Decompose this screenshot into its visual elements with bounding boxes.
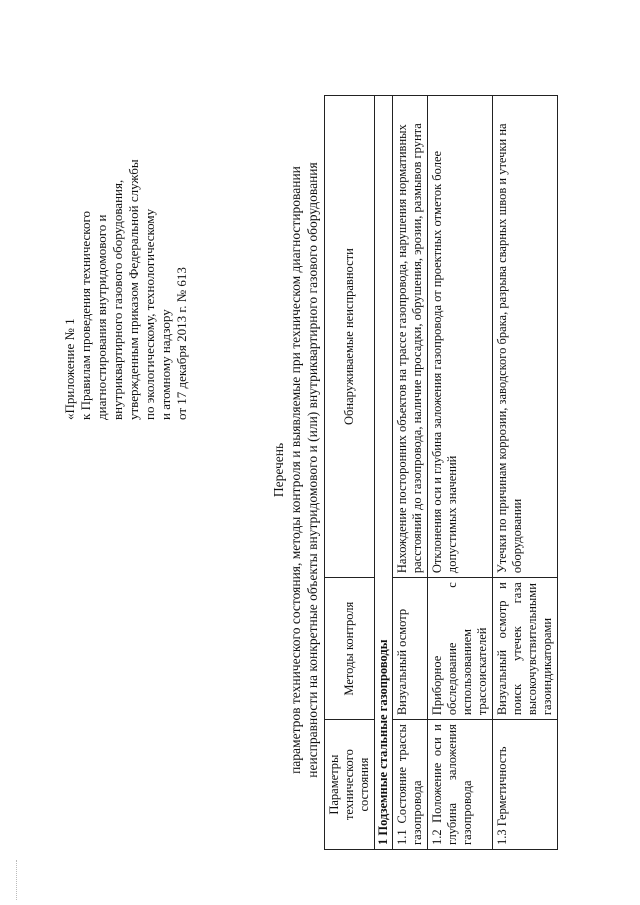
table-row: [393, 96, 428, 850]
appendix-line: диагностирования внутридомового и: [94, 214, 109, 420]
row-fault: Нахождение посторонних объектов на трассе газопровода, нарушения нормативных расстояний до газопровода, наличие просадки, обрушения, эрозии, размывов грунта: [393, 96, 428, 578]
document-title: [270, 80, 321, 860]
table-row: [493, 96, 558, 850]
appendix-line: «Приложение № 1: [62, 318, 77, 420]
appendix-line: и атомному надзору: [158, 309, 173, 420]
header-faults: Обнаруживаемые неисправности: [325, 96, 375, 578]
row-fault: Утечки по причинам коррозии, заводского брака, разрыва сварных швов и утечки на оборудовании: [493, 96, 558, 578]
parameters-table: [324, 95, 558, 850]
row-method: Приборное обследование с использованием трассоискателей: [428, 578, 493, 720]
title-line-2: неисправности на конкретные объекты внутридомового и (или) внутриквартирного газового оборудования: [305, 162, 320, 778]
appendix-line: внутриквартирного газового оборудования,: [110, 179, 125, 420]
header-methods: Методы контроля: [325, 578, 375, 720]
row-param: 1.1 Состояние трассы газопровода: [393, 720, 428, 850]
header-parameters: Параметры технического состояния: [325, 720, 375, 850]
row-method: Визуальный осмотр и поиск утечек газа высокочувствительными газоиндикаторами: [493, 578, 558, 720]
table-header-row: [325, 96, 375, 850]
row-fault: Отклонения оси и глубина заложения газопровода от проектных отметок более допустимых значений: [428, 96, 493, 578]
row-param: 1.2 Положение оси и глубина заложения газопровода: [428, 720, 493, 850]
table-row: [428, 96, 493, 850]
appendix-line: от 17 декабря 2013 г. № 613: [174, 267, 189, 420]
row-method: Визуальный осмотр: [393, 578, 428, 720]
appendix-line: утвержденным приказом Федеральной службы: [126, 159, 141, 420]
appendix-block: [62, 80, 190, 420]
scan-margin-marks: [16, 860, 21, 900]
row-param: 1.3 Герметичность: [493, 720, 558, 850]
section-title: 1 Подземные стальные газопроводы: [375, 96, 393, 850]
title-heading: Перечень: [271, 442, 286, 498]
table-section-row: [375, 96, 393, 850]
appendix-line: к Правилам проведения технического: [78, 211, 93, 420]
rotated-document-page: [52, 80, 572, 860]
title-line-1: параметров технического состояния, методы контроля и выявляемые при техническом диагностировании: [288, 166, 303, 774]
appendix-line: по экологическому, технологическому: [142, 208, 157, 420]
